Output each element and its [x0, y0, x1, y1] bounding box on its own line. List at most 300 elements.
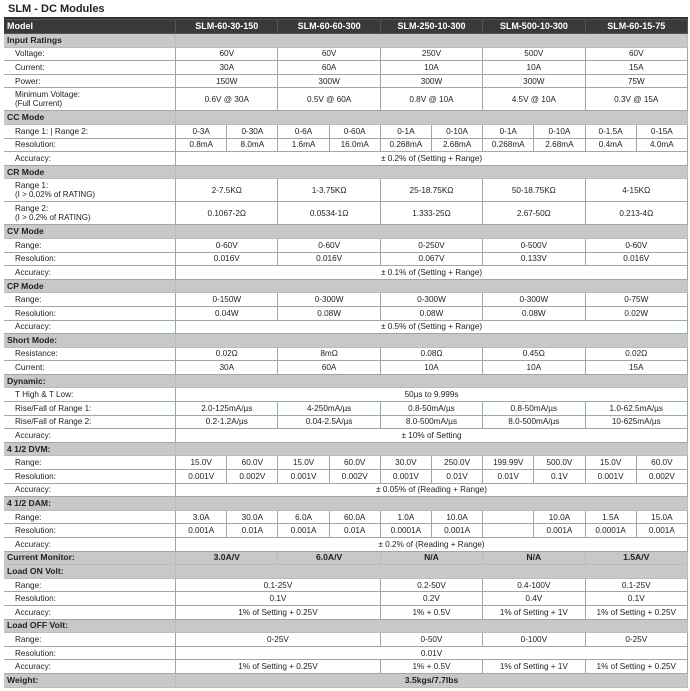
table-cell: 0-1A	[380, 124, 431, 138]
table-cell: 8.0mA	[227, 138, 278, 152]
table-row	[4, 578, 688, 592]
table-cell: 2.67-50Ω	[483, 202, 585, 225]
table-cell: 0.6V @ 30A	[176, 88, 278, 111]
row-label	[4, 266, 176, 280]
section-label	[4, 565, 176, 579]
section-header-row	[4, 111, 688, 125]
table-cell: 60V	[176, 47, 278, 61]
section-label	[4, 497, 176, 511]
row-label-text: Power:	[15, 76, 41, 86]
row-label	[4, 660, 176, 674]
section-filler	[176, 565, 688, 579]
table-cell: 1% of Setting + 0.25V	[585, 660, 687, 674]
table-cell: 0.08W	[380, 306, 482, 320]
row-label-text: Range:	[15, 580, 42, 590]
row-label-text: Load OFF Volt:	[7, 620, 68, 631]
table-cell: ± 0.2% of (Reading + Range)	[176, 538, 688, 552]
row-label-text: 4 1/2 DAM:	[7, 498, 51, 509]
row-label-text: Resolution:	[15, 648, 56, 658]
table-cell: 250V	[380, 47, 482, 61]
row-label	[4, 252, 176, 266]
table-cell: 10.0A	[534, 510, 585, 524]
section-filler	[176, 334, 688, 348]
row-label-text: CR Mode	[7, 166, 45, 177]
section-label	[4, 111, 176, 125]
row-label	[4, 238, 176, 252]
section-label	[4, 551, 176, 565]
table-row	[4, 429, 688, 443]
row-sublabel: (I > 0.02% of RATING)	[15, 190, 96, 200]
table-cell: ± 0.05% of (Reading + Range)	[176, 483, 688, 497]
row-label	[4, 510, 176, 524]
table-cell: 0.02Ω	[176, 347, 278, 361]
row-label-text: Current:	[15, 62, 45, 72]
row-label-text: Rise/Fall of Range 1:	[15, 403, 92, 413]
section-filler	[176, 619, 688, 633]
row-label-text: Range 1:	[15, 181, 49, 191]
table-row	[4, 633, 688, 647]
row-label-text: Range 2:	[15, 204, 49, 214]
table-row	[4, 202, 688, 225]
section-label	[4, 334, 176, 348]
table-cell: 1% of Setting + 0.25V	[585, 605, 687, 619]
table-cell: 0.016V	[278, 252, 380, 266]
row-label-text: Dynamic:	[7, 375, 46, 386]
table-row	[4, 483, 688, 497]
row-label	[4, 483, 176, 497]
table-cell: 0.002V	[636, 470, 687, 484]
table-cell: 60.0V	[636, 456, 687, 470]
table-cell: 1% of Setting + 1V	[483, 605, 585, 619]
table-cell: 10A	[380, 361, 482, 375]
row-label	[4, 179, 176, 202]
table-row	[4, 152, 688, 166]
table-row	[4, 179, 688, 202]
row-label-text: Input Ratings	[7, 34, 62, 45]
table-row	[4, 61, 688, 75]
row-label	[4, 320, 176, 334]
row-label	[4, 633, 176, 647]
table-cell: 10A	[483, 361, 585, 375]
table-cell: 0.08Ω	[380, 347, 482, 361]
section-filler	[176, 442, 688, 456]
table-cell: 0.4-100V	[483, 578, 585, 592]
table-cell: 0.001A	[534, 524, 585, 538]
table-cell: 0.4mA	[585, 138, 636, 152]
table-row	[4, 470, 688, 484]
table-cell: 1% of Setting + 0.25V	[176, 605, 381, 619]
column-header: SLM-60-60-300	[278, 20, 380, 34]
table-cell: 150W	[176, 74, 278, 88]
row-label	[4, 388, 176, 402]
table-cell: 0.1-25V	[176, 578, 381, 592]
table-cell: 0.01A	[227, 524, 278, 538]
table-cell: 0-3A	[176, 124, 227, 138]
table-cell: 0.8V @ 10A	[380, 88, 482, 111]
row-label-text: T High & T Low:	[15, 390, 74, 400]
section-label	[4, 673, 176, 687]
table-row	[4, 592, 688, 606]
table-cell: 1.5A/V	[585, 551, 687, 565]
spec-table-body	[4, 34, 688, 688]
row-label-text: CC Mode	[7, 112, 45, 123]
table-cell: 10-625mA/µs	[585, 415, 687, 429]
table-cell: 15.0V	[585, 456, 636, 470]
row-label	[4, 202, 176, 225]
section-filler	[176, 34, 688, 48]
table-cell: 0-30A	[227, 124, 278, 138]
table-cell: 0.001A	[636, 524, 687, 538]
table-cell: 0.08W	[483, 306, 585, 320]
table-cell: 500V	[483, 47, 585, 61]
table-row	[4, 252, 688, 266]
table-cell: 0-75W	[585, 293, 687, 307]
table-cell: 0.45Ω	[483, 347, 585, 361]
table-cell: 0-6A	[278, 124, 329, 138]
table-row	[4, 605, 688, 619]
table-cell: 0.02W	[585, 306, 687, 320]
table-cell: 0.01V	[483, 470, 534, 484]
table-row	[4, 47, 688, 61]
table-cell: 16.0mA	[329, 138, 380, 152]
table-cell: 0-300W	[380, 293, 482, 307]
table-cell: 3.0A/V	[176, 551, 278, 565]
table-cell: 0-150W	[176, 293, 278, 307]
row-label-text: Accuracy:	[15, 662, 51, 672]
spec-table	[4, 19, 688, 688]
section-filler	[176, 111, 688, 125]
row-label	[4, 152, 176, 166]
table-cell: 60.0V	[329, 456, 380, 470]
row-label	[4, 605, 176, 619]
section-header-row	[4, 279, 688, 293]
row-label-text: Accuracy:	[15, 539, 51, 549]
table-cell: ± 0.1% of (Setting + Range)	[176, 266, 688, 280]
table-cell: 0.133V	[483, 252, 585, 266]
row-label-text: Resolution:	[15, 308, 56, 318]
row-label	[4, 61, 176, 75]
table-cell: 6.0A	[278, 510, 329, 524]
table-cell: 0.2-1.2A/µs	[176, 415, 278, 429]
row-label	[4, 415, 176, 429]
row-label	[4, 578, 176, 592]
table-cell: 8mΩ	[278, 347, 380, 361]
table-cell: 0.067V	[380, 252, 482, 266]
section-header-row	[4, 619, 688, 633]
table-cell: 300W	[483, 74, 585, 88]
table-cell: 1.333-25Ω	[380, 202, 482, 225]
table-cell: 1-3.75KΩ	[278, 179, 380, 202]
section-header-row	[4, 334, 688, 348]
row-label-text: Load ON Volt:	[7, 565, 64, 576]
table-cell: 0.8-50mA/µs	[380, 402, 482, 416]
table-cell: 0-60V	[278, 238, 380, 252]
table-cell: 500.0V	[534, 456, 585, 470]
table-cell: 25-18.75KΩ	[380, 179, 482, 202]
row-label-text: CV Mode	[7, 226, 44, 237]
row-label	[4, 429, 176, 443]
table-cell: 0.0001A	[585, 524, 636, 538]
table-cell: 0-250V	[380, 238, 482, 252]
row-sublabel: (Full Current)	[15, 99, 63, 109]
row-label	[4, 402, 176, 416]
table-cell: 0.2V	[380, 592, 482, 606]
table-cell: 60.0A	[329, 510, 380, 524]
table-cell: 0.1V	[176, 592, 381, 606]
table-cell	[483, 510, 534, 524]
table-cell: 50µs to 9.999s	[176, 388, 688, 402]
row-label-text: Rise/Fall of Range 2:	[15, 417, 92, 427]
section-label	[4, 374, 176, 388]
section-header-row	[4, 442, 688, 456]
table-cell: 1% of Setting + 1V	[483, 660, 585, 674]
row-sublabel: (I > 0.2% of RATING)	[15, 213, 91, 223]
table-row	[4, 456, 688, 470]
section-label	[4, 165, 176, 179]
section-filler	[176, 225, 688, 239]
table-cell: 10.0A	[431, 510, 482, 524]
row-label	[4, 138, 176, 152]
table-cell: 4.0mA	[636, 138, 687, 152]
table-cell: 0.016V	[176, 252, 278, 266]
row-label-text: Range:	[15, 295, 42, 305]
row-label	[4, 88, 176, 111]
row-label	[4, 47, 176, 61]
row-label-text: Resolution:	[15, 471, 56, 481]
table-cell: 15A	[585, 361, 687, 375]
table-cell: 8.0-500mA/µs	[483, 415, 585, 429]
row-label	[4, 347, 176, 361]
table-cell: 15.0A	[636, 510, 687, 524]
table-cell: 2.68mA	[431, 138, 482, 152]
row-label	[4, 538, 176, 552]
table-row	[4, 124, 688, 138]
table-cell: 0.268mA	[483, 138, 534, 152]
page-title: SLM - DC Modules	[4, 2, 688, 19]
section-header-row	[4, 165, 688, 179]
column-header: SLM-60-15-75	[585, 20, 687, 34]
row-label-text: Minimum Voltage:	[15, 90, 81, 100]
table-row	[4, 388, 688, 402]
table-cell: ± 10% of Setting	[176, 429, 688, 443]
table-cell: N/A	[483, 551, 585, 565]
row-label-text: Range:	[15, 240, 42, 250]
table-row	[4, 510, 688, 524]
column-header: SLM-60-30-150	[176, 20, 278, 34]
table-cell: 0-10A	[431, 124, 482, 138]
table-cell: 1.0A	[380, 510, 431, 524]
row-label	[4, 74, 176, 88]
row-label-text: Weight:	[7, 674, 39, 685]
table-row	[4, 347, 688, 361]
table-cell: 30A	[176, 361, 278, 375]
table-cell: 15A	[585, 61, 687, 75]
row-label-text: Range 1: | Range 2:	[15, 126, 89, 136]
table-cell: ± 0.2% of (Setting + Range)	[176, 152, 688, 166]
section-header-row	[4, 497, 688, 511]
table-cell: 0-1A	[483, 124, 534, 138]
table-cell: 0.001V	[176, 470, 227, 484]
table-cell: 1.6mA	[278, 138, 329, 152]
table-cell: 0.08W	[278, 306, 380, 320]
table-cell: 0.1V	[585, 592, 687, 606]
table-row	[4, 538, 688, 552]
table-cell: ± 0.5% of (Setting + Range)	[176, 320, 688, 334]
row-label-text: Range:	[15, 512, 42, 522]
table-cell: 30.0V	[380, 456, 431, 470]
table-cell: 0-50V	[380, 633, 482, 647]
table-cell: 1% + 0.5V	[380, 605, 482, 619]
table-cell: 0.5V @ 60A	[278, 88, 380, 111]
row-label-text: Voltage:	[15, 49, 45, 59]
section-label	[4, 279, 176, 293]
table-cell: 60V	[585, 47, 687, 61]
table-cell: 0-300W	[278, 293, 380, 307]
table-cell: 0.02Ω	[585, 347, 687, 361]
table-cell: 0.002V	[227, 470, 278, 484]
table-cell: 0-1.5A	[585, 124, 636, 138]
table-cell: 0.01A	[329, 524, 380, 538]
row-label	[4, 124, 176, 138]
table-row	[4, 74, 688, 88]
table-cell: 60A	[278, 361, 380, 375]
table-cell: 1.5A	[585, 510, 636, 524]
table-row	[4, 306, 688, 320]
section-header-row	[4, 565, 688, 579]
table-row	[4, 361, 688, 375]
table-cell: 0-60V	[585, 238, 687, 252]
table-cell: 3.5kgs/7.7lbs	[176, 673, 688, 687]
table-cell: 0.3V @ 15A	[585, 88, 687, 111]
table-cell: 0-25V	[585, 633, 687, 647]
section-filler	[176, 279, 688, 293]
row-label-text: Resolution:	[15, 140, 56, 150]
table-cell: 0-60V	[176, 238, 278, 252]
table-cell: 8.0-500mA/µs	[380, 415, 482, 429]
table-cell: 0.001A	[431, 524, 482, 538]
row-label-text: Accuracy:	[15, 607, 51, 617]
row-label-text: Accuracy:	[15, 485, 51, 495]
row-label-text: Short Mode:	[7, 334, 58, 345]
header-row	[4, 20, 688, 34]
column-header: SLM-500-10-300	[483, 20, 585, 34]
table-cell: 0.001V	[278, 470, 329, 484]
section-filler	[176, 497, 688, 511]
row-label-text: Current:	[15, 363, 45, 373]
table-cell: 0.0534-1Ω	[278, 202, 380, 225]
table-cell: 60.0V	[227, 456, 278, 470]
table-row	[4, 88, 688, 111]
table-cell: 0.0001A	[380, 524, 431, 538]
table-cell: 0.001V	[585, 470, 636, 484]
table-cell: 0-25V	[176, 633, 381, 647]
section-header-row	[4, 374, 688, 388]
table-cell: 0.8-50mA/µs	[483, 402, 585, 416]
table-row	[4, 402, 688, 416]
table-cell: 0-500V	[483, 238, 585, 252]
table-row	[4, 646, 688, 660]
table-row	[4, 660, 688, 674]
table-cell: 6.0A/V	[278, 551, 380, 565]
table-cell: 300W	[278, 74, 380, 88]
row-label-text: 4 1/2 DVM:	[7, 443, 51, 454]
table-cell: 0.8mA	[176, 138, 227, 152]
table-cell: 0.001A	[176, 524, 227, 538]
table-cell: 0.268mA	[380, 138, 431, 152]
row-label-text: Accuracy:	[15, 153, 51, 163]
section-filler	[176, 165, 688, 179]
row-label	[4, 361, 176, 375]
spec-table-container	[4, 2, 688, 688]
table-cell: 60A	[278, 61, 380, 75]
row-label	[4, 293, 176, 307]
table-row	[4, 293, 688, 307]
table-cell: 0.001A	[278, 524, 329, 538]
table-cell: 50-18.75KΩ	[483, 179, 585, 202]
table-row	[4, 524, 688, 538]
row-label	[4, 456, 176, 470]
section-label	[4, 225, 176, 239]
table-row	[4, 138, 688, 152]
table-cell: 199.99V	[483, 456, 534, 470]
table-cell: 1.0-62.5mA/µs	[585, 402, 687, 416]
table-cell: 0-10A	[534, 124, 585, 138]
column-header: Model	[4, 20, 176, 34]
table-cell: 300W	[380, 74, 482, 88]
table-cell: 0-60A	[329, 124, 380, 138]
table-cell: 4.5V @ 10A	[483, 88, 585, 111]
table-row	[4, 238, 688, 252]
table-cell: 10A	[380, 61, 482, 75]
row-label-text: Resolution:	[15, 526, 56, 536]
row-label-text: CP Mode	[7, 280, 44, 291]
table-cell: 0.1-25V	[585, 578, 687, 592]
table-cell: 0-100V	[483, 633, 585, 647]
section-header-row	[4, 34, 688, 48]
row-label	[4, 524, 176, 538]
table-cell: 10A	[483, 61, 585, 75]
row-label	[4, 592, 176, 606]
table-cell: 3.0A	[176, 510, 227, 524]
row-label-text: Range:	[15, 458, 42, 468]
table-cell: 250.0V	[431, 456, 482, 470]
table-cell: 75W	[585, 74, 687, 88]
row-label-text: Accuracy:	[15, 431, 51, 441]
table-row	[4, 320, 688, 334]
row-label	[4, 306, 176, 320]
table-cell: 0-15A	[636, 124, 687, 138]
table-cell: 1% of Setting + 0.25V	[176, 660, 381, 674]
section-filler	[176, 374, 688, 388]
table-cell: 15.0V	[176, 456, 227, 470]
table-cell: N/A	[380, 551, 482, 565]
table-cell: 2-7.5KΩ	[176, 179, 278, 202]
section-header-row	[4, 673, 688, 687]
table-row	[4, 415, 688, 429]
table-cell: 0.001V	[380, 470, 431, 484]
row-label-text: Current Monitor:	[7, 552, 75, 563]
row-label	[4, 646, 176, 660]
table-cell: 0.002V	[329, 470, 380, 484]
table-cell: 30.0A	[227, 510, 278, 524]
section-label	[4, 442, 176, 456]
table-cell: 4-15KΩ	[585, 179, 687, 202]
section-label	[4, 34, 176, 48]
row-label	[4, 470, 176, 484]
table-row	[4, 266, 688, 280]
table-cell: 1% + 0.5V	[380, 660, 482, 674]
table-cell: 0.2-50V	[380, 578, 482, 592]
